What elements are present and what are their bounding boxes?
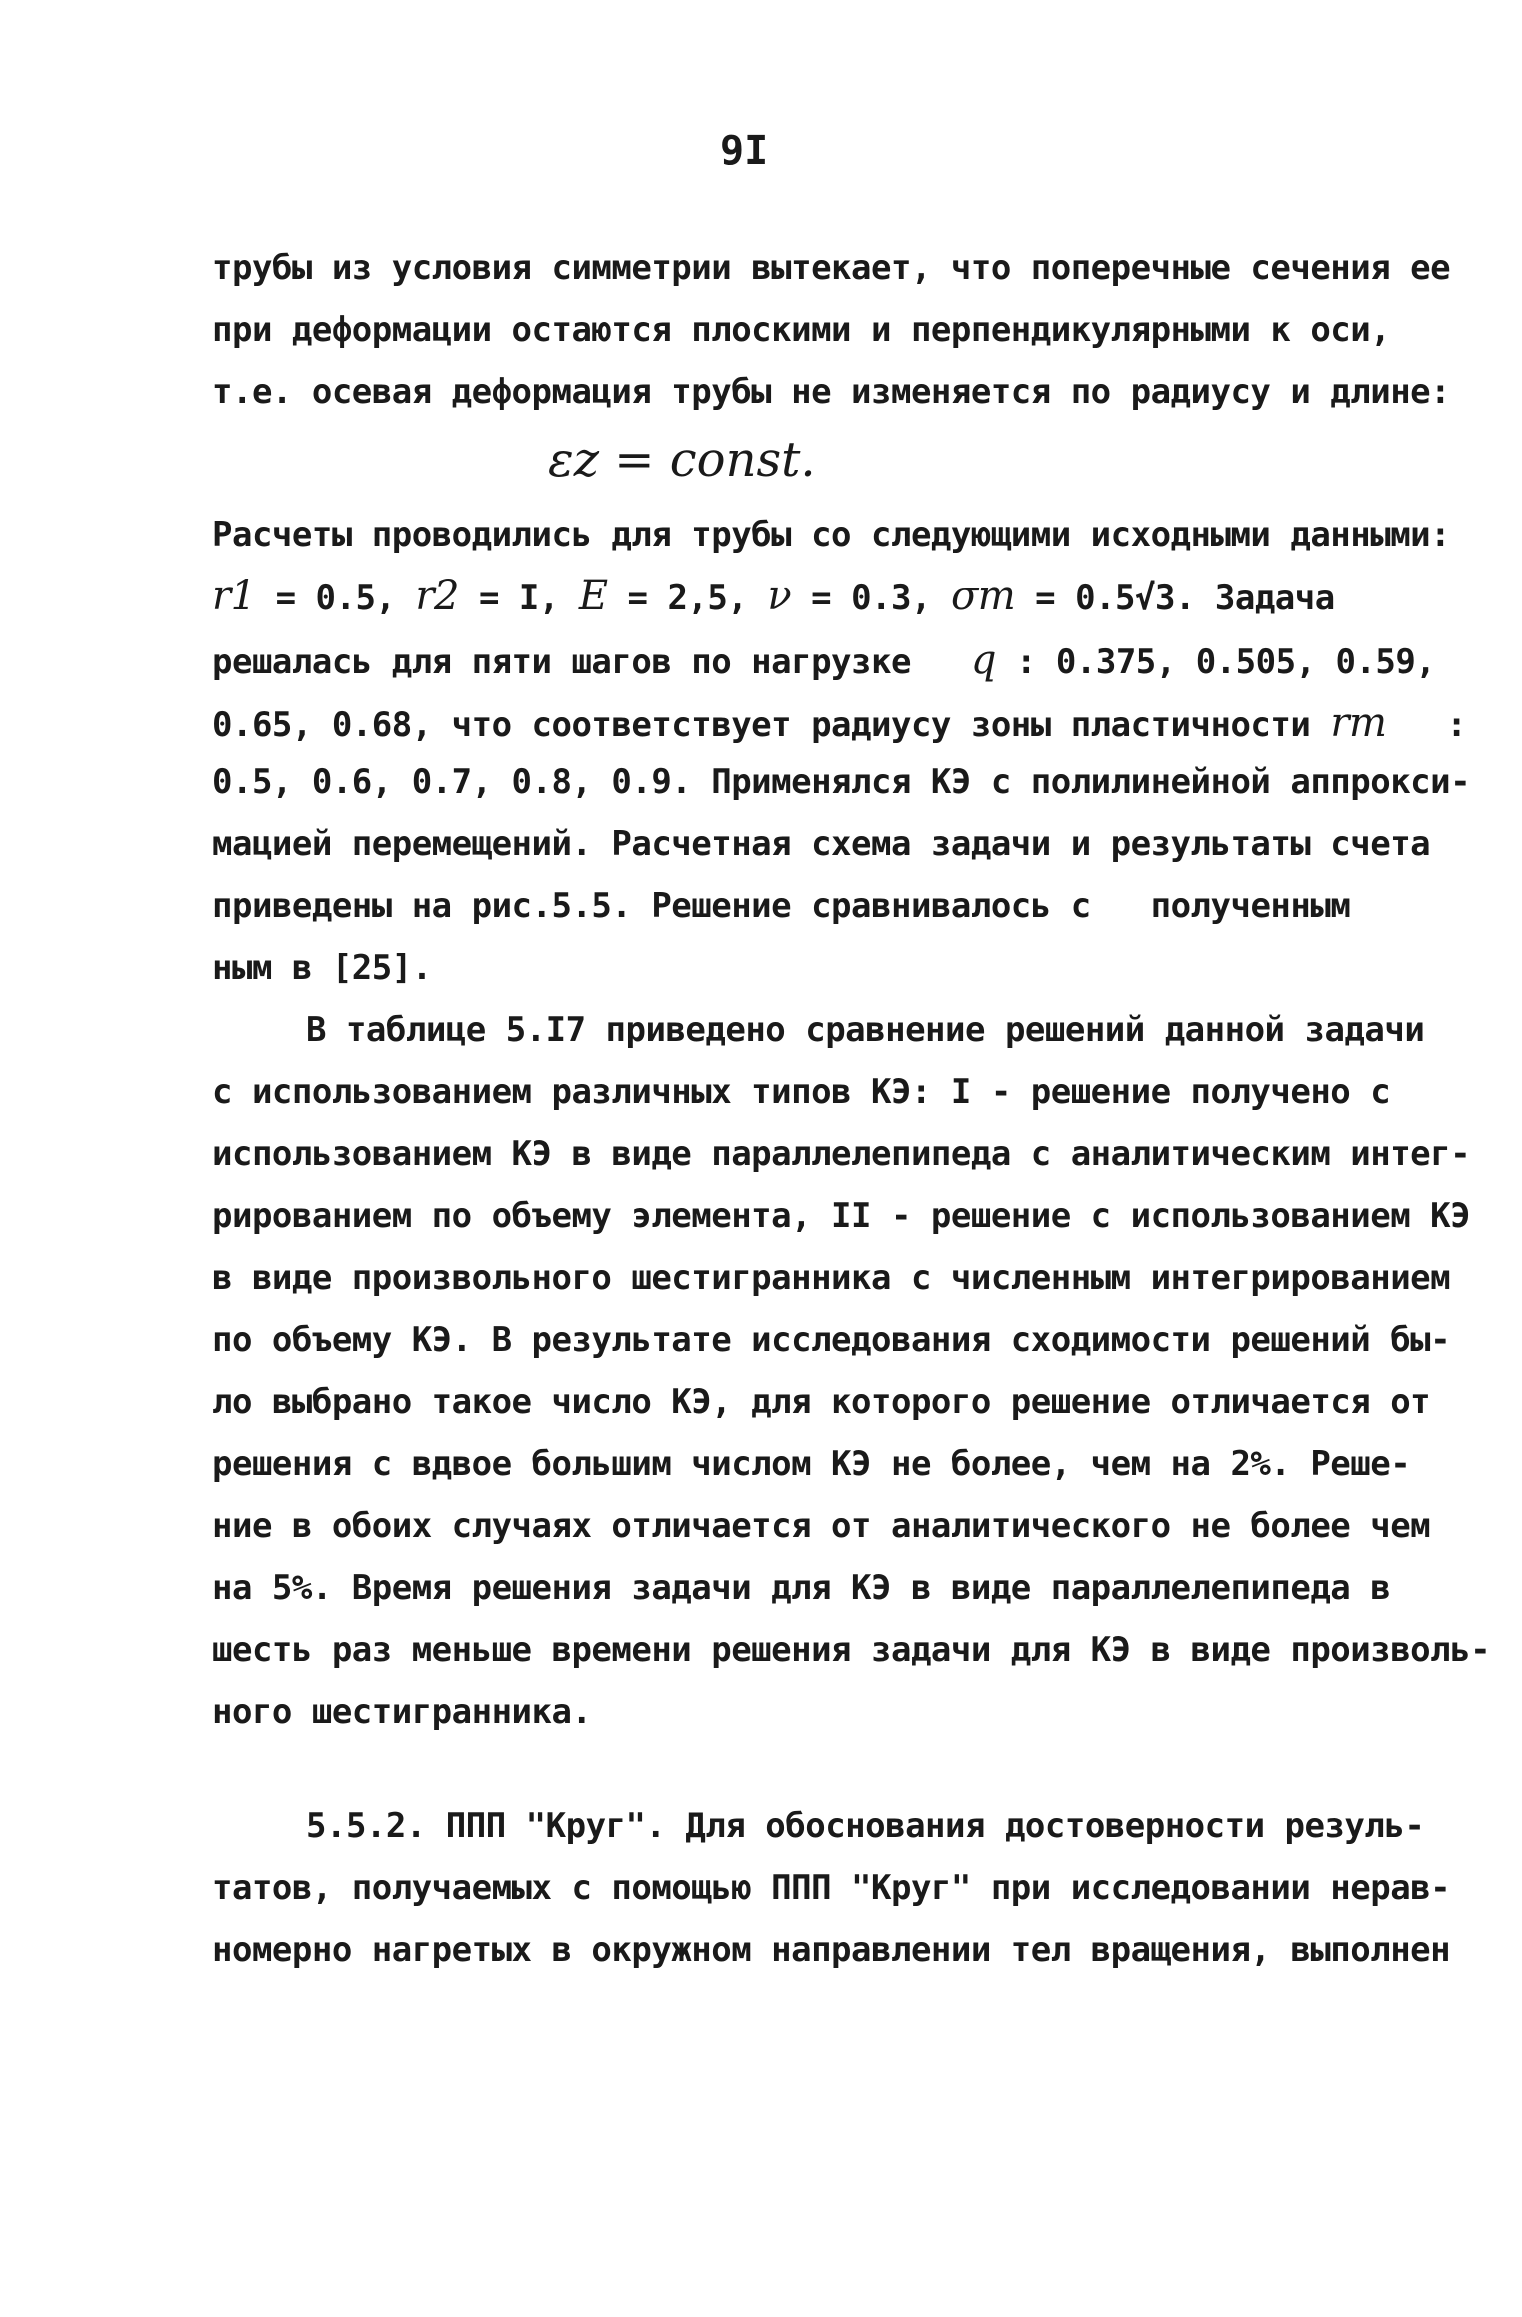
text-line: рированием по объему элемента, II - решение с использованием КЭ (212, 1196, 1471, 1236)
text-line (212, 700, 1466, 746)
value-E: = 2,5, (627, 578, 748, 618)
value-r2: = I, (478, 578, 559, 618)
text-line: ного шестигранника. (212, 1692, 592, 1732)
symbol-r1: r1 (212, 573, 256, 619)
symbol-r2: r2 (415, 573, 459, 619)
text-fragment: : 0.375, 0.505, 0.59, (1015, 642, 1436, 682)
text-line: Расчеты проводились для трубы со следующими исходными данными: (212, 515, 1451, 555)
text-line: при деформации остаются плоскими и перпендикулярными к оси, (212, 310, 1391, 350)
text-line (212, 637, 1435, 683)
symbol-E: E (578, 573, 608, 619)
text-line: т.е. осевая деформация трубы не изменяется по радиусу и длине: (212, 372, 1451, 412)
text-line: в виде произвольного шестигранника с численным интегрированием (212, 1258, 1451, 1298)
text-line: шесть раз меньше времени решения задачи для КЭ в виде произволь- (212, 1630, 1491, 1670)
text-line: номерно нагретых в окружном направлении тел вращения, выполнен (212, 1930, 1451, 1970)
text-fragment: приведены на рис.5.5. Решение сравнивалось с (212, 886, 1091, 926)
text-line: по объему КЭ. В результате исследования сходимости решений бы- (212, 1320, 1451, 1360)
text-fragment: решалась для пяти шагов по нагрузке (212, 642, 911, 682)
text-line: татов, получаемых с помощью ППП "Круг" при исследовании нерав- (212, 1868, 1451, 1908)
symbol-rt: rт (1330, 700, 1387, 746)
text-line (212, 886, 1350, 926)
text-line: трубы из условия симметрии вытекает, что поперечные сечения ее (212, 248, 1451, 288)
symbol-q: q (970, 637, 996, 683)
text-fragment: : (1446, 705, 1467, 745)
symbol-sigma: σт (950, 573, 1016, 619)
value-sigma: = 0.5√3 (1035, 578, 1175, 618)
text-line: с использованием различных типов КЭ: I - решение получено с (212, 1072, 1391, 1112)
text-line: использованием КЭ в виде параллелепипеда с аналитическим интег- (212, 1134, 1471, 1174)
text-line: ным в [25]. (212, 948, 432, 988)
text-line: 0.5, 0.6, 0.7, 0.8, 0.9. Применялся КЭ с полилинейной аппрокси- (212, 762, 1471, 802)
text-line: ние в обоих случаях отличается от аналитического не более чем (212, 1506, 1431, 1546)
text-line: 5.5.2. ППП "Круг". Для обоснования достоверности резуль- (306, 1806, 1425, 1846)
formula: εz = const. (548, 432, 816, 488)
tail-text: . Задача (1174, 578, 1335, 618)
text-line: мацией перемещений. Расчетная схема задачи и результаты счета (212, 824, 1431, 864)
text-line: В таблице 5.I7 приведено сравнение решений данной задачи (306, 1010, 1425, 1050)
symbol-nu: ν (767, 573, 792, 619)
text-fragment: полученным (1150, 886, 1351, 926)
text-line: решения с вдвое большим числом КЭ не более, чем на 2%. Реше- (212, 1444, 1411, 1484)
text-line: на 5%. Время решения задачи для КЭ в виде параллелепипеда в (212, 1568, 1391, 1608)
text-line: ло выбрано такое число КЭ, для которого решение отличается от (212, 1382, 1431, 1422)
parameters-line (212, 573, 1335, 619)
page-number: 9I (720, 128, 769, 174)
value-nu: = 0.3, (811, 578, 931, 618)
text-fragment: 0.65, 0.68, что соответствует радиусу зоны пластичности (212, 705, 1311, 745)
value-r1: = 0.5, (275, 578, 396, 618)
